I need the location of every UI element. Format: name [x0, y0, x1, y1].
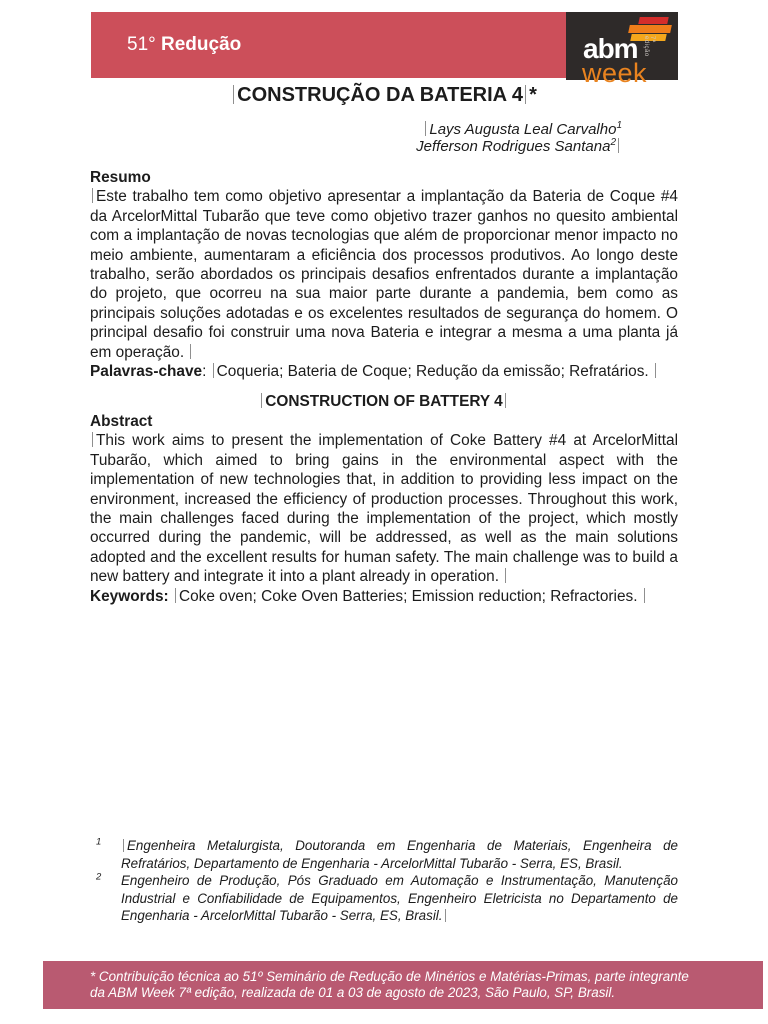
contribution-footer-bar — [43, 961, 763, 1009]
section-spacer — [90, 381, 678, 392]
event-number: 51° — [127, 34, 156, 55]
palavras-chave-list: Coqueria; Bateria de Coque; Redução da emissão; Refratários. — [216, 363, 649, 381]
contribution-note-line: da ABM Week 7ª edição, realizada de 01 a 03 de agosto de 2023, São Paulo, SP, Brasil. — [90, 984, 616, 1000]
footnote-number — [90, 837, 121, 872]
contribution-note-line: * Contribuição técnica ao 51º Seminário de Redução de Minérios e Matérias-Primas, parte integrante — [90, 969, 689, 984]
footnotes-block — [90, 837, 678, 925]
footnote-number-text: 1 — [96, 836, 102, 848]
text-cursor-mark — [123, 839, 124, 852]
palavras-chave-line — [90, 362, 678, 381]
text-cursor-mark — [92, 188, 93, 203]
footnote-text — [121, 837, 678, 872]
english-title-text: CONSTRUCTION OF BATTERY 4 — [265, 393, 503, 411]
title-footnote-asterisk: * — [529, 84, 537, 106]
authors-block — [90, 121, 678, 155]
text-cursor-mark — [233, 85, 234, 104]
palavras-chave-label: Palavras-chave — [90, 363, 203, 381]
text-cursor-mark — [213, 363, 214, 378]
contribution-note — [43, 961, 763, 1001]
event-title — [127, 34, 241, 56]
english-title — [90, 392, 678, 411]
logo-edition-text: 7ª edição — [643, 36, 655, 57]
text-cursor-mark — [175, 588, 176, 603]
resumo-text: Este trabalho tem como objetivo apresentar a implantação da Bateria de Coque #4 da ArcelorMittal Tubarão que teve como objetivo trazer ganhos no quesito ambiental com a implantação de novas tecnologias que além de proporcionar menor impacto no meio ambiente, aumentaram a eficiência dos processos produtivos. Ao longo deste trabalho, serão abordados os principais desafios enfrentados durante a implantação do projeto, que ocorreu na sua maior parte durante a pandemia, bem como as principais soluções adotadas e os excelentes resultados de segurança do homem. O principal desafio foi construir uma nova Bateria e integrar a mesma a uma planta já em operação. — [90, 188, 678, 361]
text-cursor-mark — [505, 393, 506, 408]
footnote-item — [90, 837, 678, 872]
abstract-text: This work aims to present the implementation of Coke Battery #4 at ArcelorMittal Tubarão, which aimed to bring gains in the environmental aspect with the implementation of new technologies that, in addition to providing less impact on the environment, increased the efficiency of production processes. Throughout this work, the main challenges faced during the implementation of the project, which mostly occurred during the pandemic, will be addressed, as well as the main solutions adopted and the excellent results for human safety. The main challenge was to build a new battery and integrate it into a plant already in operation. — [90, 432, 678, 586]
abm-week-logo — [566, 12, 678, 88]
keywords-list: Coke oven; Coke Oven Batteries; Emission reduction; Refractories. — [178, 587, 638, 605]
author-name: Lays Augusta Leal Carvalho — [429, 121, 617, 138]
resumo-paragraph — [90, 187, 678, 362]
palavras-chave-separator: : — [202, 363, 207, 381]
text-cursor-mark — [190, 344, 191, 359]
footnote-text-content: Engenheiro de Produção, Pós Graduado em Automação e Instrumentação, Manutenção Industrial e Confiabilidade de Equipamentos, Engenheiro Eletricista no Departamento de Engenharia - ArcelorMittal Tubarão - Serra, ES, Brasil. — [121, 873, 678, 924]
author-line — [90, 138, 622, 155]
text-cursor-mark — [425, 121, 426, 136]
footnote-number-text: 2 — [96, 871, 102, 883]
text-cursor-mark — [445, 909, 446, 922]
footnote-item — [90, 872, 678, 925]
text-cursor-mark — [525, 85, 526, 104]
footnote-number — [90, 872, 121, 925]
footnote-text-content: Engenheira Metalurgista, Doutoranda em Engenharia de Materiais, Engenheira de Refratários, Departamento de Engenharia - ArcelorMittal Tubarão - Serra, ES, Brasil. — [121, 838, 678, 871]
logo-abm-text: abm — [583, 33, 638, 64]
keywords-label: Keywords: — [90, 587, 169, 605]
keywords-line — [90, 587, 678, 606]
event-name: Redução — [161, 34, 242, 55]
main-text-column — [90, 84, 678, 606]
paper-title-text: CONSTRUÇÃO DA BATERIA 4 — [237, 84, 524, 106]
text-cursor-mark — [655, 363, 656, 378]
paper-title — [90, 84, 678, 106]
text-cursor-mark — [92, 432, 93, 447]
text-cursor-mark — [261, 393, 262, 408]
footnote-text — [121, 872, 678, 925]
author-affiliation-ref: 1 — [616, 120, 622, 131]
text-cursor-mark — [505, 568, 506, 583]
resumo-heading: Resumo — [90, 169, 151, 186]
logo-week-text: week — [582, 58, 648, 88]
author-affiliation-ref: 2 — [610, 137, 616, 148]
abstract-paragraph — [90, 431, 678, 586]
author-name: Jefferson Rodrigues Santana — [416, 138, 611, 155]
author-line — [90, 121, 622, 138]
abstract-heading: Abstract — [90, 412, 153, 430]
text-cursor-mark — [618, 138, 619, 153]
text-cursor-mark — [644, 588, 645, 603]
